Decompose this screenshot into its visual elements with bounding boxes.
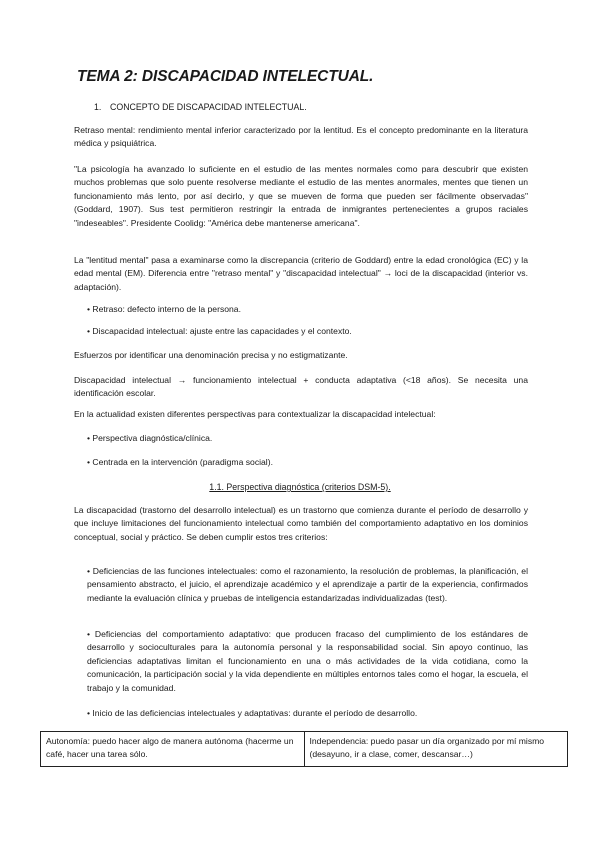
section-heading — [94, 101, 307, 114]
bullet-criterio-funciones-intelectuales: • Deficiencias de las funciones intelectuales: como el razonamiento, la resolución de problemas, la planificación, el pensamiento abstracto, el juicio, el aprendizaje académico y el aprendizaje a partir de la experiencia, confirmados mediante la evaluación clínica y pruebas de inteligencia estandarizadas individualizadas (test). — [87, 566, 528, 603]
bullet-perspectiva-diagnostica: • Perspectiva diagnóstica/clínica. — [87, 433, 213, 443]
document-title: TEMA 2: DISCAPACIDAD INTELECTUAL. — [77, 68, 374, 85]
autonomia-independencia-table — [40, 731, 568, 767]
section-number: 1. — [94, 102, 102, 112]
bullet-criterio-inicio: • Inicio de las deficiencias intelectuales y adaptativas: durante el período de desarrollo. — [87, 708, 418, 718]
table-cell-autonomia: Autonomía: puedo hacer algo de manera autónoma (hacerme un café, hacer una tarea sólo. — [41, 732, 305, 767]
table-cell-independencia: Independencia: puedo pasar un día organizado por mí mismo (desayuno, ir a clase, comer, descansar…) — [304, 732, 568, 767]
table-row — [41, 732, 568, 767]
subsection-heading: 1.1. Perspectiva diagnóstica (criterios DSM-5). — [209, 482, 391, 492]
paragraph-goddard-quote: "La psicología ha avanzado lo suficiente en el estudio de las mentes normales como para descubrir que existen muchos problemas que solo puente resolverse mediante el estudio de las mentes anormales, mentes que tienen un funcionamiento más lento, por así decirlo, y que se mueven de forma que pueden ser fácilmente observadas" (Goddard, 1907). Sus test permitieron restringir la entrada de inmigrantes pertenecientes a grupos raciales "indeseables". Presidente Coolidg: "América debe mantenerse americana". — [74, 164, 528, 228]
bullet-centrada-intervencion: • Centrada en la intervención (paradigma social). — [87, 457, 273, 467]
paragraph-retraso-mental: Retraso mental: rendimiento mental inferior caracterizado por la lentitud. Es el concepto predominante en la literatura médica y psiquiátrica. — [74, 125, 528, 149]
paragraph-actualidad: En la actualidad existen diferentes perspectivas para contextualizar la discapacidad intelectual: — [74, 409, 436, 419]
paragraph-esfuerzos: Esfuerzos por identificar una denominación precisa y no estigmatizante. — [74, 350, 348, 360]
paragraph-dsm-definicion: La discapacidad (trastorno del desarrollo intelectual) es un trastorno que comienza durante el período de desarrollo y que incluye limitaciones del funcionamiento intelectual como también del comportamiento adaptativo en los dominios conceptual, social y práctico. Se deben cumplir estos tres criterios: — [74, 505, 528, 542]
paragraph-discapacidad-definicion: Discapacidad intelectual → funcionamiento intelectual + conducta adaptativa (<18 años). Se necesita una identificación escolar. — [74, 375, 528, 399]
bullet-retraso: • Retraso: defecto interno de la persona. — [87, 304, 241, 314]
bullet-criterio-comportamiento-adaptativo: • Deficiencias del comportamiento adaptativo: que producen fracaso del cumplimiento de los estándares de desarrollo y socioculturales para la autonomía personal y la responsabilidad social. Sin apoyo continuo, las deficiencias adaptativas limitan el funcionamiento en una o más actividades de la vida cotidiana, como la comunicación, la participación social y la vida dependiente en múltiples entornos tales como el hogar, la escuela, el trabajo y la comunidad. — [87, 629, 528, 693]
section-label: CONCEPTO DE DISCAPACIDAD INTELECTUAL. — [110, 102, 307, 112]
bullet-discapacidad-intelectual: • Discapacidad intelectual: ajuste entre las capacidades y el contexto. — [87, 326, 352, 336]
paragraph-lentitud-mental: La "lentitud mental" pasa a examinarse como la discrepancia (criterio de Goddard) entre la edad cronológica (EC) y la edad mental (EM). Diferencia entre "retraso mental" y "discapacidad intelectual" → loci de la discapacidad (interior vs. adaptación). — [74, 255, 528, 292]
